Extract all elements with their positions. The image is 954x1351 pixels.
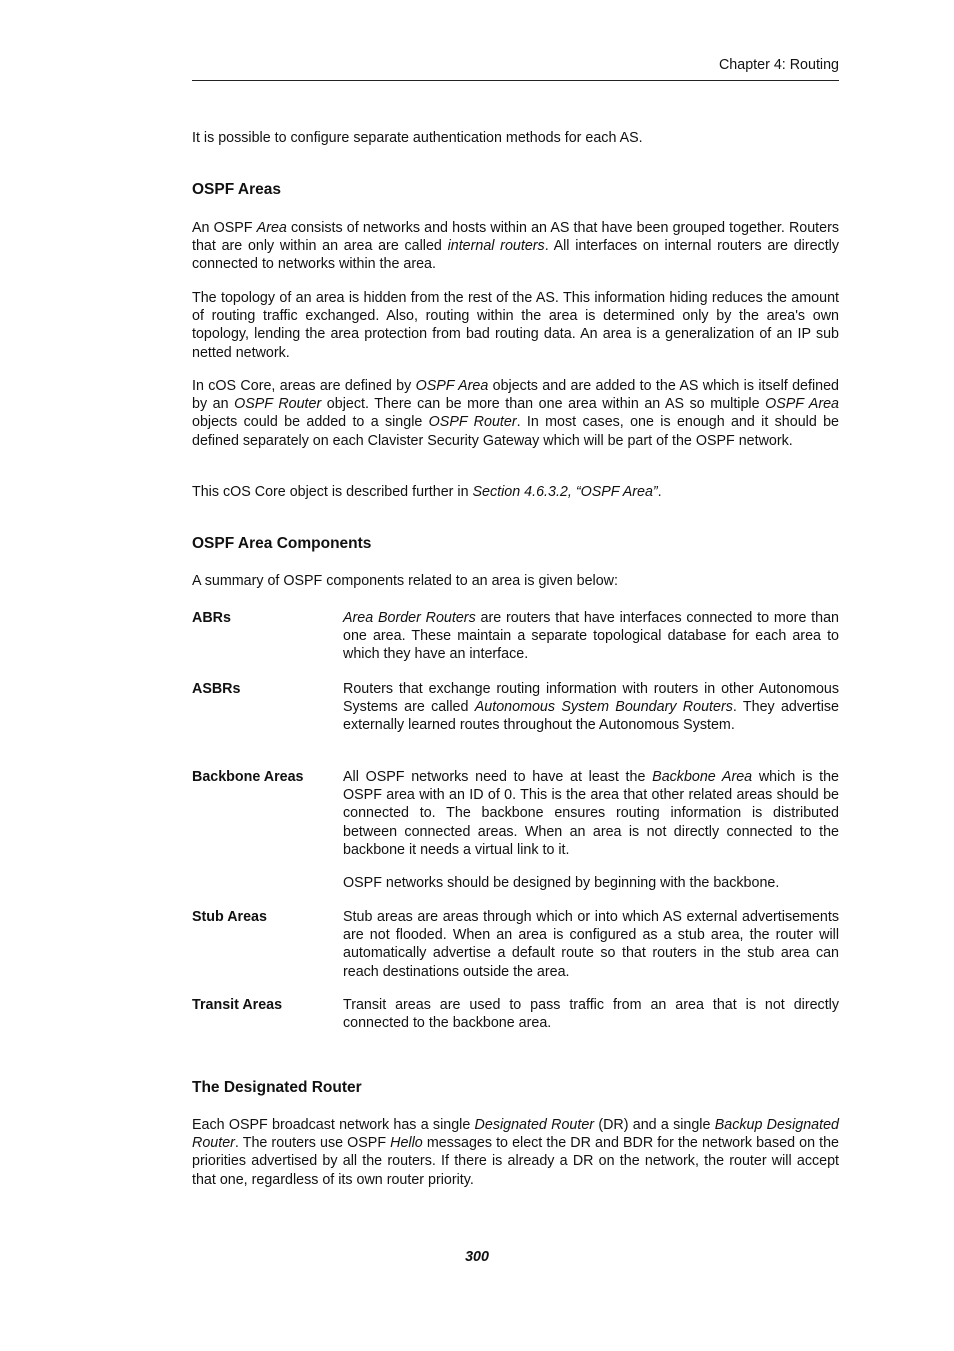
definition-term: Transit Areas (192, 997, 283, 1013)
definition-description: Area Border Routers are routers that have interfaces connected to more than one area. These maintain a separate topological database for each area to which they have an interface. (343, 610, 839, 663)
components-intro: A summary of OSPF components related to an area is given below: (192, 573, 618, 589)
intro-paragraph: It is possible to configure separate authentication methods for each AS. (192, 130, 643, 146)
section-heading-designated-router: The Designated Router (192, 1079, 362, 1096)
designated-router-paragraph: Each OSPF broadcast network has a single Designated Router (DR) and a single Backup Designated Router. The routers use OSPF Hello messages to elect the DR and BDR for the network based on the priorities advertised by all the routers. If there is already a DR on the network, the router will accept that one, regardless of its own router priority. (192, 1117, 839, 1188)
section-heading-area-components: OSPF Area Components (192, 535, 372, 552)
definition-description: All OSPF networks need to have at least the Backbone Area which is the OSPF area with an ID of 0. This is the area that other related areas should be connected to. The backbone ensures routing information is distributed between connected areas. When an area is not directly connected to the backbone it needs a virtual link to it. (343, 769, 840, 858)
ospf-areas-paragraph-1: An OSPF Area consists of networks and hosts within an AS that have been grouped together. Routers that are only within an area are called internal routers. All interfaces on internal routers are directly connected to networks within the area. (192, 220, 840, 273)
definition-description: Stub areas are areas through which or into which AS external advertisements are not flooded. When an area is configured as a stub area, the router will automatically advertise a default route so that routers in the stub area can reach destinations outside the area. (343, 909, 839, 980)
definition-term: Backbone Areas (192, 769, 304, 785)
definition-term: ABRs (192, 610, 231, 626)
page-header (192, 56, 839, 81)
ospf-areas-paragraph-2: The topology of an area is hidden from the rest of the AS. This information hiding reduces the amount of routing traffic exchanged. Also, routing within the area is determined only by the area's own topology, lending the area protection from bad routing data. An area is a generalization of an IP sub netted network. (192, 290, 839, 361)
definition-description: Transit areas are used to pass traffic from an area that is not directly connected to the backbone area. (343, 997, 839, 1032)
ospf-areas-paragraph-3: In cOS Core, areas are defined by OSPF Area objects and are added to the AS which is itself defined by an OSPF Router object. There can be more than one area within an AS so multiple OSPF Area objects could be added to a single OSPF Router. In most cases, one is enough and it should be defined separately on each Clavister Security Gateway which will be part of the OSPF network. (192, 378, 840, 449)
page-number: 300 (465, 1249, 489, 1265)
definition-term: ASBRs (192, 681, 241, 697)
definition-description-extra: OSPF networks should be designed by beginning with the backbone. (343, 875, 780, 891)
definition-description: Routers that exchange routing information with routers in other Autonomous Systems are called Autonomous System Boundary Routers. They advertise externally learned routes throughout the Autonomous System. (343, 681, 839, 734)
definition-term: Stub Areas (192, 909, 267, 925)
chapter-title: Chapter 4: Routing (718, 57, 839, 73)
section-heading-ospf-areas: OSPF Areas (192, 181, 282, 198)
ospf-areas-paragraph-4: This cOS Core object is described further in Section 4.6.3.2, “OSPF Area”. (192, 484, 662, 500)
